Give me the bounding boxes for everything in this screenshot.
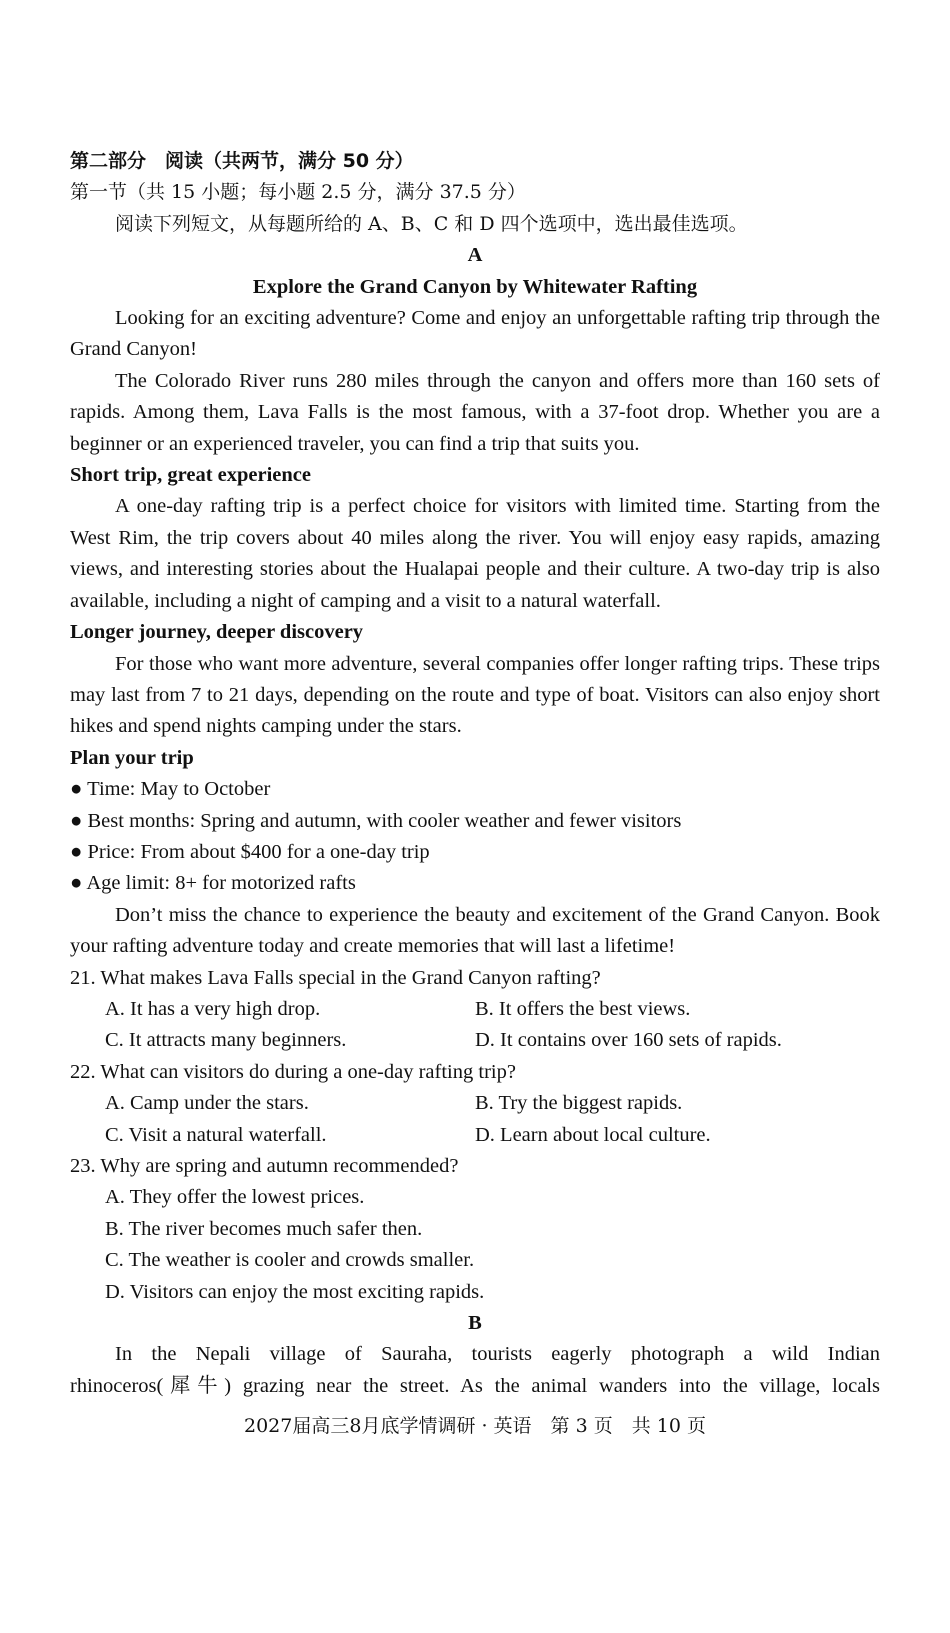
passage-a-paragraph-2: The Colorado River runs 280 miles through the canyon and offers more than 160 sets of rapids. Among them, Lava Falls is the most famous, with a 37-foot drop. Whether you are a beginner or an experienced traveler, you can find a trip that suits you. — [70, 369, 880, 455]
passage-a-paragraph-5: Don’t miss the chance to experience the beauty and excitement of the Grand Canyon. Book your rafting adventure today and create memories that will last a lifetime! — [70, 903, 880, 958]
question-23-option-d: D. Visitors can enjoy the most exciting rapids. — [105, 1280, 485, 1303]
bullet-price: ● Price: From about $400 for a one-day trip — [70, 840, 430, 863]
question-21-option-c: C. It attracts many beginners. — [105, 1029, 347, 1052]
passage-a-title: Explore the Grand Canyon by Whitewater Rafting — [252, 275, 698, 298]
question-23-option-a: A. They offer the lowest prices. — [105, 1186, 365, 1209]
page-footer: 2027届高三8月底学情调研 · 英语 第 3 页 共 10 页 — [244, 1415, 706, 1437]
question-23-option-c: C. The weather is cooler and crowds smaller. — [105, 1249, 475, 1272]
subheading-plan-trip: Plan your trip — [70, 746, 194, 769]
instruction-text: 阅读下列短文，从每题所给的 A、B、C 和 D 四个选项中，选出最佳选项。 — [115, 212, 748, 235]
question-21-option-a: A. It has a very high drop. — [105, 997, 321, 1020]
part-title: 第二部分 阅读（共两节，满分 50 分） — [70, 150, 414, 172]
passage-b-letter: B — [468, 1312, 482, 1335]
exam-page — [70, 146, 880, 1402]
subheading-longer-journey: Longer journey, deeper discovery — [70, 621, 364, 644]
question-22-option-b: B. Try the biggest rapids. — [475, 1092, 683, 1115]
question-22-options — [70, 1088, 880, 1151]
question-21-option-d: D. It contains over 160 sets of rapids. — [475, 1029, 782, 1052]
passage-a-paragraph-4: For those who want more adventure, several companies offer longer rafting trips. These trips may last from 7 to 21 days, depending on the route and type of boat. Visitors can also enjoy short hikes and spend nights camping under the stars. — [70, 652, 880, 738]
question-22-option-c: C. Visit a natural waterfall. — [105, 1123, 327, 1146]
question-22-stem: 22. What can visitors do during a one-day rafting trip? — [70, 1060, 516, 1083]
passage-a-paragraph-3: A one-day rafting trip is a perfect choice for visitors with limited time. Starting from the West Rim, the trip covers about 40 miles along the river. You will enjoy easy rapids, amazing views, and interesting stories about the Hualapai people and their culture. A two-day trip is also available, including a night of camping and a visit to a natural waterfall. — [70, 495, 880, 612]
question-21-stem: 21. What makes Lava Falls special in the Grand Canyon rafting? — [70, 966, 601, 989]
question-21-options — [70, 994, 880, 1057]
question-23-option-b: B. The river becomes much safer then. — [105, 1217, 423, 1240]
bullet-best-months: ● Best months: Spring and autumn, with cooler weather and fewer visitors — [70, 809, 682, 832]
passage-b-line-2: rhinoceros(犀牛) grazing near the street. As the animal wanders into the village, locals — [70, 1374, 880, 1397]
question-21-option-b: B. It offers the best views. — [475, 997, 691, 1020]
section-title: 第一节（共 15 小题；每小题 2.5 分，满分 37.5 分） — [70, 181, 526, 204]
bullet-time: ● Time: May to October — [70, 778, 271, 801]
bullet-age-limit: ● Age limit: 8+ for motorized rafts — [70, 872, 356, 895]
passage-a-letter: A — [467, 244, 483, 267]
question-22-option-a: A. Camp under the stars. — [105, 1092, 309, 1115]
question-22-option-d: D. Learn about local culture. — [475, 1123, 711, 1146]
question-23-stem: 23. Why are spring and autumn recommended? — [70, 1155, 459, 1177]
subheading-short-trip: Short trip, great experience — [70, 464, 311, 487]
passage-a-paragraph-1: Looking for an exciting adventure? Come and enjoy an unforgettable rafting trip through the Grand Canyon! — [70, 307, 880, 361]
passage-b-line-1: In the Nepali village of Sauraha, tourists eagerly photograph a wild Indian — [115, 1343, 880, 1366]
